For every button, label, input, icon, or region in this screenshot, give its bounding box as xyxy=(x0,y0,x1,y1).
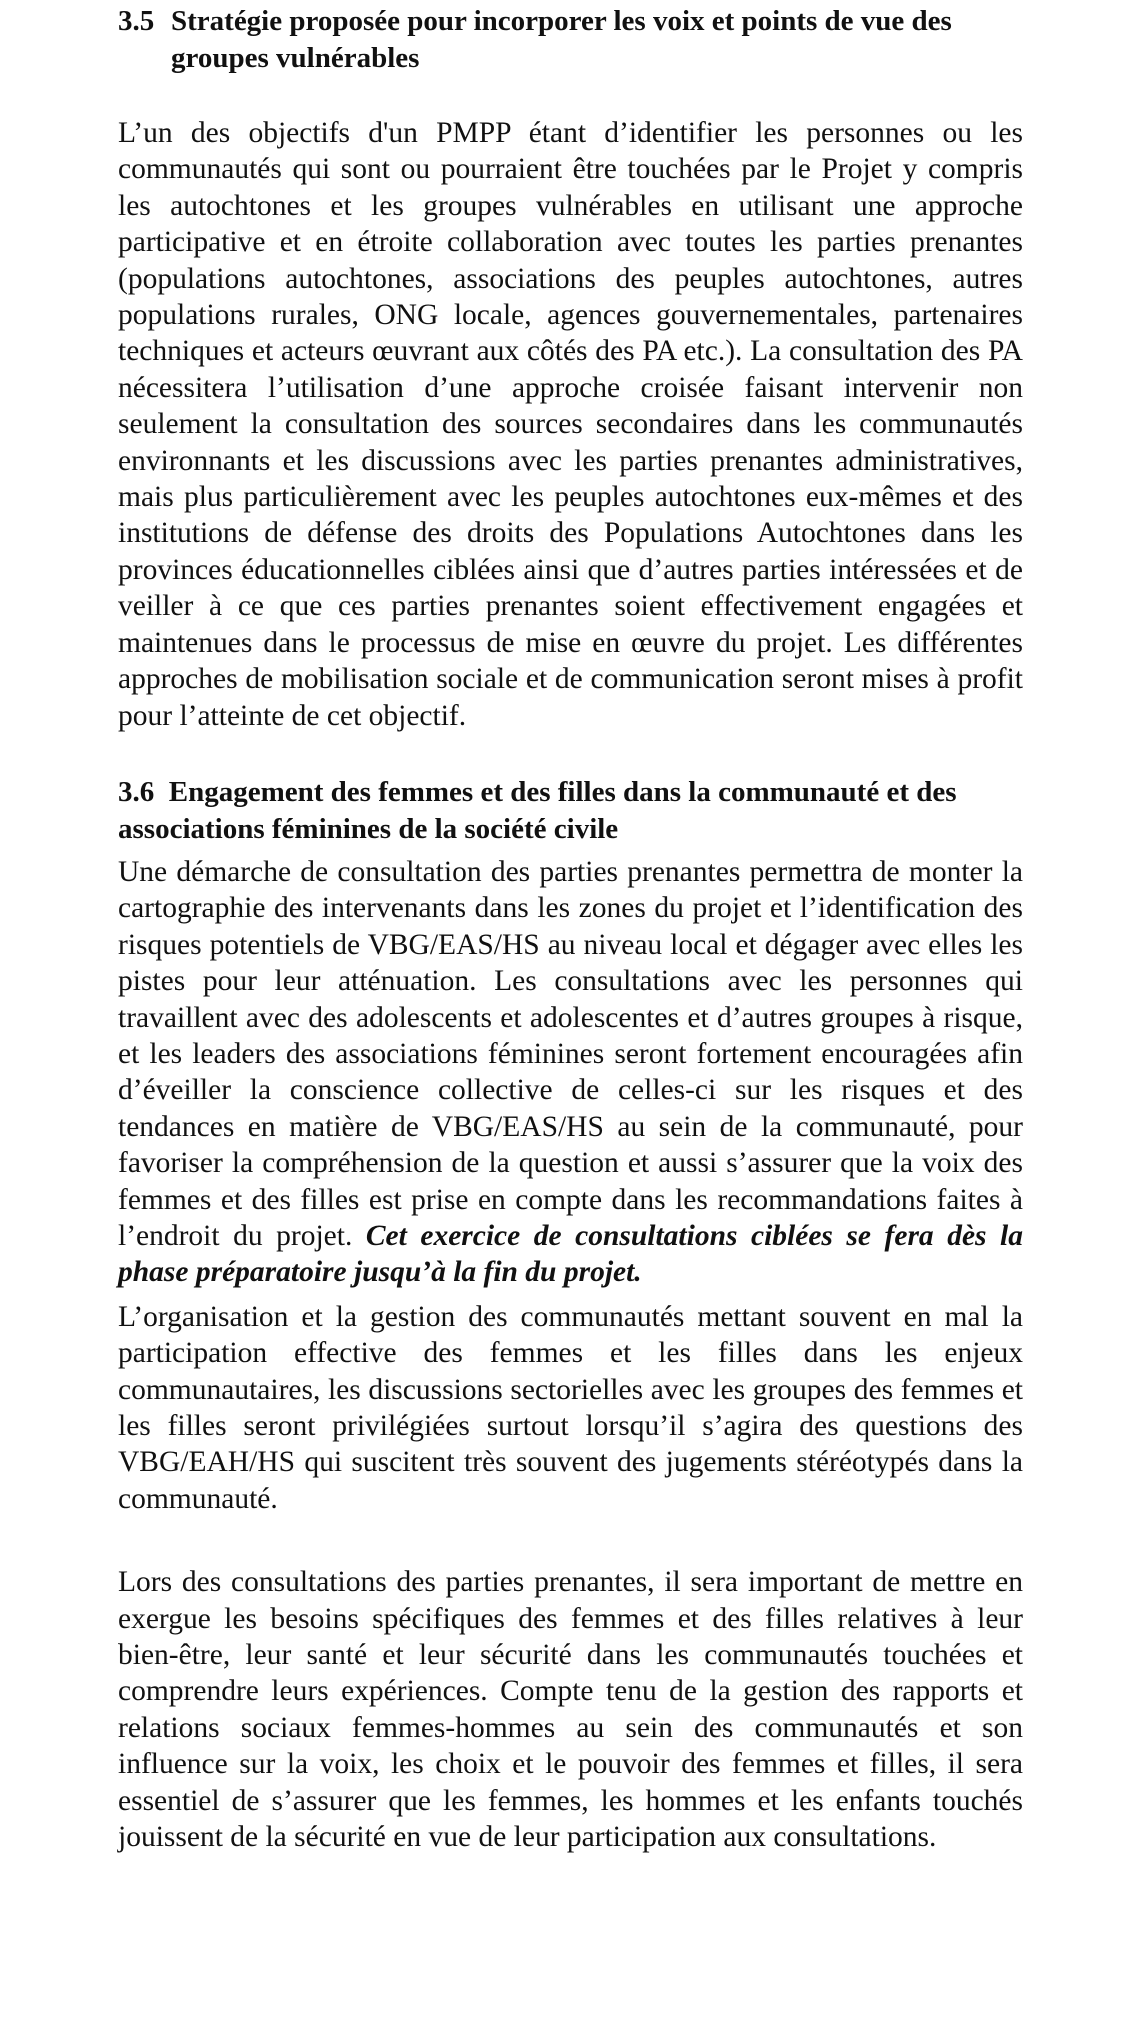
section-3-6-paragraph-1-text: Une démarche de consultation des parties prenantes permettra de monter la cartographie des intervenants dans les zones du projet et l’identification des risques potentiels de VBG/EAS/HS au niveau local et dégager avec elles les pistes pour leur atténuation. Les consultations avec les personnes qui travaillent avec des adolescents et adolescentes et d’autres groupes à risque, et les leaders des associations féminines seront fortement encouragées afin d’éveiller la conscience collective de celles-ci sur les risques et des tendances en matière de VBG/EAS/HS au sein de la communauté, pour favoriser la compréhension de la question et aussi s’assurer que la voix des femmes et des filles est prise en compte dans les recommandations faites à l’endroit du projet. xyxy=(118,855,1023,1252)
section-3-6-title: Engagement des femmes et des filles dans la communauté et des associations féminines de la société civile xyxy=(118,775,957,845)
section-3-6-number: 3.6 xyxy=(118,775,155,808)
section-3-5-heading xyxy=(118,0,1023,77)
section-3-6-heading xyxy=(118,774,1023,848)
section-3-6-paragraph-1-emphasis: Cet exercice de consultations ciblées se fera dès la phase préparatoire jusqu’à la fin du projet. xyxy=(118,1219,1024,1289)
section-3-6-paragraph-3: Lors des consultations des parties prenantes, il sera important de mettre en exergue les besoins spécifiques des femmes et des filles relatives à leur bien-être, leur santé et leur sécurité dans les communautés touchées et comprendre leurs expériences. Compte tenu de la gestion des rapports et relations sociaux femmes-hommes au sein des communautés et son influence sur la voix, les choix et le pouvoir des femmes et filles, il sera essentiel de s’assurer que les femmes, les hommes et les enfants touchés jouissent de la sécurité en vue de leur participation aux consultations. xyxy=(118,1566,1023,1854)
section-3-6-paragraph-2: L’organisation et la gestion des communautés mettant souvent en mal la participation effective des femmes et les filles dans les enjeux communautaires, les discussions sectorielles avec les groupes des femmes et les filles seront privilégiées surtout lorsqu’il s’agira des questions des VBG/EAH/HS qui suscitent très souvent des jugements stéréotypés dans la communauté. xyxy=(118,1300,1023,1515)
section-3-5-title: Stratégie proposée pour incorporer les voix et points de vue des groupes vulnérables xyxy=(171,5,952,74)
section-3-6-paragraph-1 xyxy=(118,854,1023,1291)
section-3-5-paragraph: L’un des objectifs d'un PMPP étant d’identifier les personnes ou les communautés qui sont ou pourraient être touchées par le Projet y compris les autochtones et les groupes vulnérables en utilisant une approche participative et en étroite collaboration avec toutes les parties prenantes (populations autochtones, associations des peuples autochtones, autres populations rurales, ONG locale, agences gouvernementales, partenaires techniques et acteurs œuvrant aux côtés des PA etc.). La consultation des PA nécessitera l’utilisation d’une approche croisée faisant intervenir non seulement la consultation des sources secondaires dans les communautés environnants et les discussions avec les parties prenantes administratives, mais plus particulièrement avec les peuples autochtones eux-mêmes et des institutions de défense des droits des Populations Autochtones dans les provinces éducationnelles ciblées ainsi que d’autres parties intéressées et de veiller à ce que ces parties prenantes soient effectivement engagées et maintenues dans le processus de mise en œuvre du projet. Les différentes approches de mobilisation sociale et de communication seront mises à profit pour l’atteinte de cet objectif. xyxy=(118,117,1023,732)
section-3-5-number: 3.5 xyxy=(118,5,155,37)
document-page xyxy=(118,0,1023,1855)
